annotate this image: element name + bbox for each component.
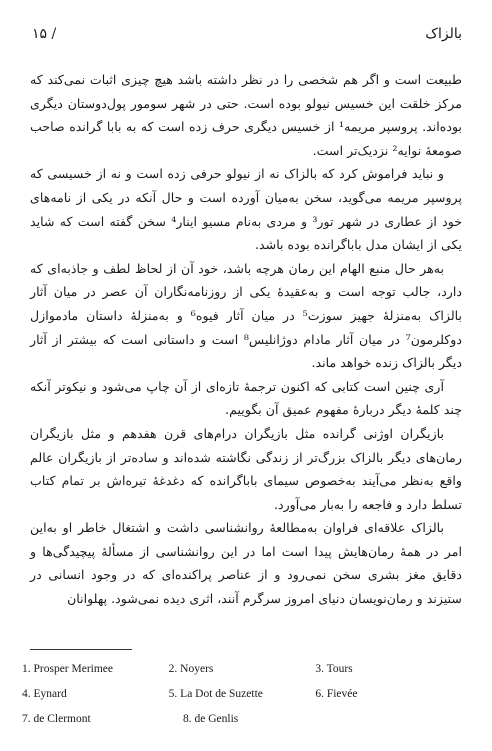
paragraph-2: و نباید فراموش کرد که بالزاک نه از نیولو حرفی زده است و نه از خسیسی که پروسپر مریمه می‌گوید، سخن به‌میان آورده است و حال آنکه در یکی از نامه‌های خود از عطاری در شهر تور³ و مردی به‌نام مسیو اینار⁴ سخن گفته است که شاید یکی از ایشان مدل باباگرانده بوده باشد.: [30, 166, 462, 253]
paragraph-1: طبیعت است و اگر هم شخصی را در نظر داشته باشد هیچ چیزی اثبات نمی‌کند که مرکز خلقت این خسیس نیولو بوده است. حتی در شهر سومور پول‌دوستان دیگری بوده‌اند. پروسپر مریمه¹ از خسیس دیگری حرف زده است که به بابا گرانده صاحب صومعهٔ نوایه² نزدیک‌تر است.: [30, 72, 462, 158]
footnote-2: 2. Noyers: [168, 662, 214, 675]
page-header: [32, 26, 462, 46]
footnote-8: 8. de Genlis: [183, 712, 239, 725]
page-number: ۱۵: [32, 26, 48, 42]
paragraph-5: بازیگران اوژنی گرانده مثل بازیگران درام‌های قرن هفدهم و مثل بازیگران رمان‌های دیگر بالزاک بزرگ‌تر از زندگی نگاشته شده‌اند و ساده‌تر از بازیگران عالم واقع به‌نظر می‌آیند به‌خصوص سیمای باباگرانده که دغدغهٔ تیره‌اش بر تمام کتاب تسلط دارد و فاجعه را به‌بار می‌آورد.: [30, 425, 462, 512]
footnote-row: [22, 681, 462, 706]
footnote-4: 4. Eynard: [22, 687, 67, 700]
footnote-3: 3. Tours: [315, 662, 353, 675]
footnote-1: 1. Prosper Merimee: [22, 662, 114, 675]
running-title-text: بالزاک: [425, 26, 462, 42]
footnote-6: 6. Fievée: [315, 687, 358, 700]
paragraph-6: بالزاک علاقه‌ای فراوان به‌مطالعهٔ روانشناسی داشت و اشتغال خاطر او به‌این امر در همهٔ رمان‌هایش پیدا است اما در این روانشناسی از مسألهٔ پیچیدگی‌ها و دقایق مغز بشری سخن نمی‌رود و از عناصر پراکنده‌ای که در وجود انسانی در ستیزند و رمان‌نویسان دنیای امروز سرگرم آنند، اثری دیده نمی‌شود. پهلوانان: [30, 520, 462, 607]
footnote-5: 5. La Dot de Suzette: [168, 687, 263, 700]
body-text: [30, 68, 462, 611]
footnote-row: [22, 656, 462, 681]
paragraph-4: آری چنین است کتابی که اکنون ترجمهٔ تازه‌ای از آن چاپ می‌شود و نیکوتر آنکه چند کلمهٔ دیگر دربارهٔ مفهوم عمیق آن بگوییم.: [30, 378, 462, 418]
running-title: [425, 26, 462, 42]
footnote-7: 7. de Clermont: [22, 712, 91, 725]
page-number-group: [32, 26, 56, 42]
header-separator: /: [51, 26, 57, 42]
footnotes: [22, 656, 462, 731]
footnote-row: [22, 706, 462, 731]
footnote-rule: [30, 649, 132, 650]
paragraph-3: به‌هر حال منبع الهام این رمان هرچه باشد، خود آن از لحاظ لطف و جاذبه‌ای که دارد، جالب توجه است و به‌عقیدهٔ یکی از روزنامه‌نگاران آن عصر در میان آثار بالزاک به‌منزلهٔ جهیز سوزت⁵ در میان آثار فیوه⁶ و به‌منزلهٔ داستان مادموازل دوکلرمون⁷ در میان آثار مادام دوژانلیس⁸ است و داستانی است که بیشتر از آثار دیگر بالزاک زنده خواهد ماند.: [30, 260, 462, 371]
